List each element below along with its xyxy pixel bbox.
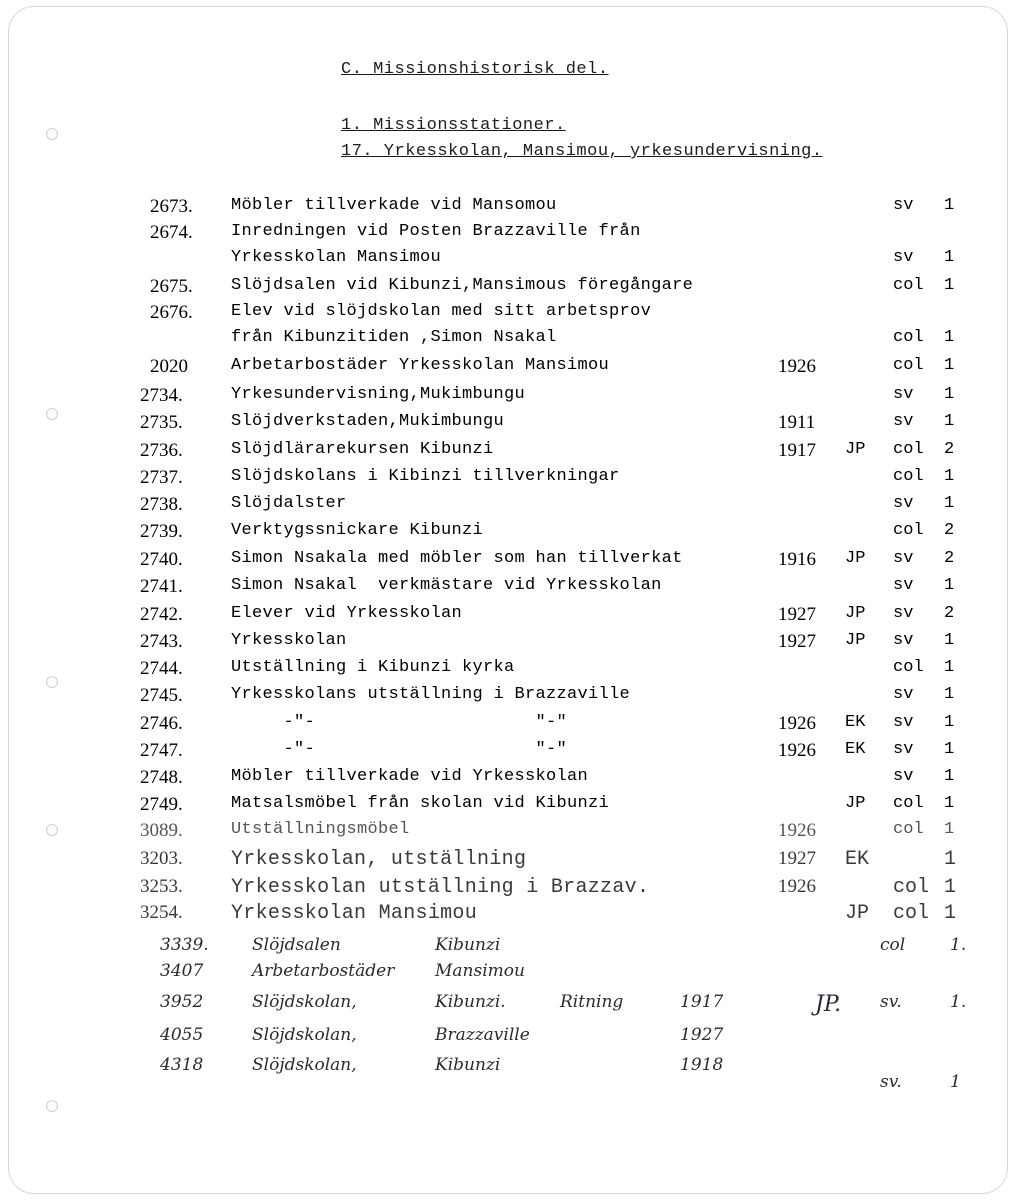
entry-row (0, 467, 1018, 493)
entry-row (0, 658, 1018, 684)
handwritten-no: 3407 (160, 961, 204, 981)
handwritten-title: Slöjdskolan, (252, 1025, 357, 1045)
entry-number: 2744. (140, 658, 183, 679)
entry-year: 1926 (778, 356, 816, 377)
entry-title: Slöjdalster (231, 494, 347, 513)
entry-title: Yrkesskolan, utställning (231, 848, 527, 871)
entry-row (0, 820, 1018, 846)
handwritten-place: Kibunzi. (435, 992, 506, 1012)
handwritten-title: Slöjdskolan, (252, 992, 357, 1012)
entry-title: Verktygssnickare Kibunzi (231, 521, 484, 540)
entry-format: sv (893, 767, 914, 786)
punch-hole (46, 1100, 58, 1112)
entry-format: sv (893, 576, 914, 595)
entry-count: 1 (944, 902, 957, 925)
entry-title: Inredningen vid Posten Brazzaville från (231, 222, 641, 241)
entry-year: 1927 (778, 604, 816, 625)
entry-year: 1926 (778, 740, 816, 761)
entry-row (0, 385, 1018, 411)
entry-title: Elever vid Yrkesskolan (231, 604, 463, 623)
entry-count: 1 (944, 794, 955, 813)
entry-count: 2 (944, 549, 955, 568)
handwritten-photographer: JP. (815, 992, 842, 1017)
entry-year: 1911 (778, 412, 816, 433)
entry-count: 2 (944, 440, 955, 459)
entry-count: 1 (944, 467, 955, 486)
entry-count: 1 (944, 631, 955, 650)
entry-number: 2747. (140, 740, 183, 761)
entry-number: 2748. (140, 767, 183, 788)
entry-count: 1 (944, 685, 955, 704)
entry-title: Slöjdverkstaden,Mukimbungu (231, 412, 505, 431)
entry-year: 1926 (778, 713, 816, 734)
entry-count: 1 (944, 412, 955, 431)
entry-row (0, 713, 1018, 739)
entry-row (0, 604, 1018, 630)
entry-number: 2736. (140, 440, 183, 461)
entry-count: 1 (944, 740, 955, 759)
handwritten-title: Slöjdsalen (252, 935, 341, 955)
handwritten-place: Brazzaville (435, 1025, 530, 1045)
entry-photographer: JP (845, 631, 866, 650)
entry-format: sv (893, 631, 914, 650)
entry-format: sv (893, 685, 914, 704)
entry-title: Utställningsmöbel (231, 820, 410, 839)
handwritten-no: 3339. (160, 935, 209, 955)
entry-title: Slöjdlärarekursen Kibunzi (231, 440, 494, 459)
handwritten-format: col (880, 935, 906, 955)
handwritten-count: 1. (950, 935, 967, 955)
entry-number: 3089. (140, 820, 183, 841)
entry-count: 1 (944, 767, 955, 786)
entry-format: col (893, 902, 930, 925)
entry-photographer: EK (845, 848, 870, 871)
entry-photographer: JP (845, 604, 866, 623)
entry-row (0, 902, 1018, 928)
entry-count: 1 (944, 328, 955, 347)
entry-row (0, 740, 1018, 766)
entry-format: col (893, 440, 924, 459)
entry-title: Yrkesskolan Mansimou (231, 902, 478, 925)
handwritten-no: 4055 (160, 1025, 204, 1045)
handwritten-title: Arbetarbostäder (252, 961, 395, 981)
entry-row (0, 631, 1018, 657)
entry-row (0, 302, 1018, 328)
entry-count: 1 (944, 876, 957, 899)
entry-format: sv (893, 549, 914, 568)
handwritten-extra: Ritning (560, 992, 624, 1012)
entry-title: -"- "-" (231, 740, 568, 759)
entry-year: 1926 (778, 876, 816, 897)
entry-format: sv (893, 385, 914, 404)
entry-year: 1916 (778, 549, 816, 570)
entry-count: 1 (944, 385, 955, 404)
handwritten-place: Kibunzi (435, 935, 501, 955)
entry-format: sv (893, 248, 914, 267)
entry-format: col (893, 876, 930, 899)
entry-row (0, 440, 1018, 466)
handwritten-format: sv. (880, 1072, 902, 1092)
entry-format: sv (893, 494, 914, 513)
handwritten-title: Slöjdskolan, (252, 1055, 357, 1075)
handwritten-format: sv. (880, 992, 902, 1012)
handwritten-count: 1 (950, 1072, 961, 1092)
entry-title: Möbler tillverkade vid Mansomou (231, 196, 557, 215)
entry-count: 1 (944, 494, 955, 513)
entry-number: 2745. (140, 685, 183, 706)
entry-title: Elev vid slöjdskolan med sitt arbetsprov (231, 302, 652, 321)
entry-year: 1917 (778, 440, 816, 461)
entry-year: 1927 (778, 848, 816, 869)
entry-format: sv (893, 196, 914, 215)
entry-number: 2741. (140, 576, 183, 597)
entry-title: Simon Nsakala med möbler som han tillverkat (231, 549, 683, 568)
entry-title: Yrkesundervisning,Mukimbungu (231, 385, 526, 404)
entry-row (0, 222, 1018, 248)
entry-count: 1 (944, 196, 955, 215)
entry-number: 3253. (140, 876, 183, 897)
entry-photographer: JP (845, 440, 866, 459)
entry-title: Yrkesskolan utställning i Brazzav. (231, 876, 650, 899)
entry-format: col (893, 794, 924, 813)
entry-format: col (893, 467, 924, 486)
entry-title: Yrkesskolans utställning i Brazzaville (231, 685, 631, 704)
handwritten-year: 1917 (680, 992, 724, 1012)
entry-number: 2746. (140, 713, 183, 734)
entry-number: 2738. (140, 494, 183, 515)
entry-count: 2 (944, 521, 955, 540)
entry-year: 1927 (778, 631, 816, 652)
entry-photographer: JP (845, 794, 866, 813)
entry-format: col (893, 356, 924, 375)
entry-number: 2739. (140, 521, 183, 542)
entry-row (0, 576, 1018, 602)
entry-row (0, 521, 1018, 547)
entry-row (0, 328, 1018, 354)
entry-title: Arbetarbostäder Yrkesskolan Mansimou (231, 356, 610, 375)
entry-number: 2742. (140, 604, 183, 625)
entry-photographer: EK (845, 713, 866, 732)
entry-title: Yrkesskolan (231, 631, 347, 650)
entry-row (0, 685, 1018, 711)
entry-format: sv (893, 713, 914, 732)
entry-row (0, 494, 1018, 520)
entry-count: 1 (944, 248, 955, 267)
entry-title: -"- "-" (231, 713, 568, 732)
punch-hole (46, 128, 58, 140)
entry-format: sv (893, 604, 914, 623)
entry-row (0, 356, 1018, 382)
entry-format: sv (893, 740, 914, 759)
entry-photographer: JP (845, 549, 866, 568)
entry-row (0, 196, 1018, 222)
entry-count: 1 (944, 356, 955, 375)
entry-count: 1 (944, 658, 955, 677)
handwritten-year: 1918 (680, 1055, 724, 1075)
entry-number: 2675. (150, 276, 193, 297)
entry-format: col (893, 820, 924, 839)
entry-row (0, 276, 1018, 302)
handwritten-count: 1. (950, 992, 967, 1012)
entry-format: col (893, 521, 924, 540)
handwritten-place: Kibunzi (435, 1055, 501, 1075)
entry-title: från Kibunzitiden ,Simon Nsakal (231, 328, 557, 347)
entry-number: 2740. (140, 549, 183, 570)
entry-count: 1 (944, 848, 957, 871)
entry-count: 1 (944, 576, 955, 595)
entry-number: 2735. (140, 412, 183, 433)
entry-number: 2674. (150, 222, 193, 243)
entry-number: 2749. (140, 794, 183, 815)
entry-number: 3254. (140, 902, 183, 923)
topic-heading: 17. Yrkesskolan, Mansimou, yrkesundervisning. (341, 142, 823, 161)
entry-row (0, 248, 1018, 274)
handwritten-year: 1927 (680, 1025, 724, 1045)
entry-title: Yrkesskolan Mansimou (231, 248, 442, 267)
entry-count: 2 (944, 604, 955, 623)
entry-number: 2676. (150, 302, 193, 323)
handwritten-no: 4318 (160, 1055, 204, 1075)
entry-title: Matsalsmöbel från skolan vid Kibunzi (231, 794, 610, 813)
entry-format: sv (893, 412, 914, 431)
entry-title: Simon Nsakal verkmästare vid Yrkesskolan (231, 576, 662, 595)
entry-row (0, 767, 1018, 793)
entry-photographer: JP (845, 902, 870, 925)
handwritten-no: 3952 (160, 992, 204, 1012)
entry-row (0, 412, 1018, 438)
entry-title: Slöjdsalen vid Kibunzi,Mansimous föregångare (231, 276, 694, 295)
entry-number: 2020 (150, 356, 188, 377)
entry-count: 1 (944, 276, 955, 295)
entry-title: Möbler tillverkade vid Yrkesskolan (231, 767, 589, 786)
entry-format: col (893, 658, 924, 677)
entry-count: 1 (944, 820, 955, 839)
entry-format: col (893, 328, 924, 347)
entry-year: 1926 (778, 820, 816, 841)
entry-photographer: EK (845, 740, 866, 759)
entry-count: 1 (944, 713, 955, 732)
entry-row (0, 848, 1018, 874)
entry-number: 2743. (140, 631, 183, 652)
entry-row (0, 549, 1018, 575)
entry-row (0, 794, 1018, 820)
entry-title: Utställning i Kibunzi kyrka (231, 658, 515, 677)
subsection-heading: 1. Missionsstationer. (341, 116, 566, 135)
entry-number: 2673. (150, 196, 193, 217)
entry-number: 2737. (140, 467, 183, 488)
entry-row (0, 876, 1018, 902)
entry-title: Slöjdskolans i Kibinzi tillverkningar (231, 467, 620, 486)
handwritten-place: Mansimou (435, 961, 525, 981)
entry-number: 2734. (140, 385, 183, 406)
entry-number: 3203. (140, 848, 183, 869)
entry-format: col (893, 276, 924, 295)
section-heading: C. Missionshistorisk del. (341, 60, 609, 79)
